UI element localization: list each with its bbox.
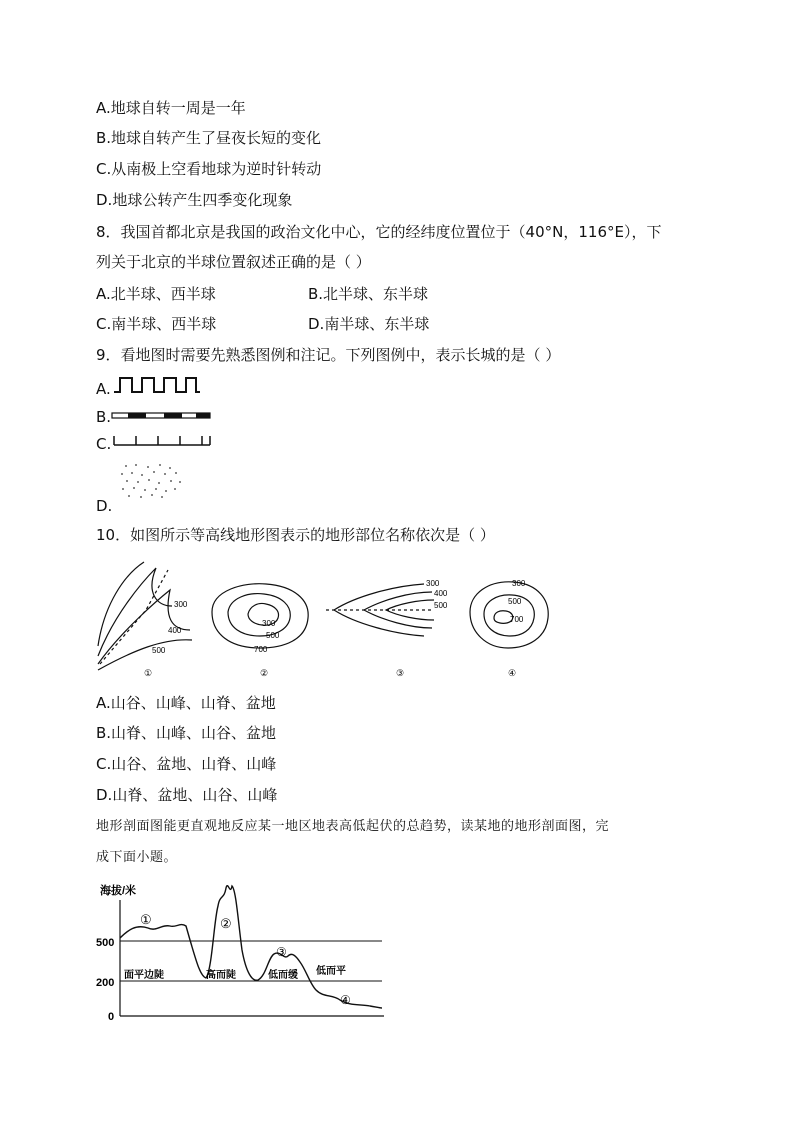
fig3-label-500: 500 [434, 601, 448, 610]
fig2-label-300: 300 [262, 619, 276, 628]
profile-marker-2: ② [220, 916, 232, 931]
q9-label-d: D. [96, 497, 113, 515]
q8-stem-line2: 列关于北京的半球位置叙述正确的是（ ） [96, 253, 371, 271]
fig4-label-500: 500 [508, 597, 522, 606]
fig4-caption: ④ [508, 668, 517, 678]
contour-fig-2 [212, 584, 308, 648]
q8-options-row2 [96, 314, 430, 334]
q7-option-d: D.地球公转产生四季变化现象 [96, 191, 293, 209]
zone-label-1: 面平边陡 [124, 970, 164, 981]
zone-label-2: 高而陡 [206, 970, 236, 981]
fig2-caption: ② [260, 668, 269, 678]
q9-label-a: A. [96, 380, 111, 398]
terrain-profile-line [120, 886, 382, 1008]
fig3-label-300: 300 [426, 579, 440, 588]
q7-option-b: B.地球自转产生了昼夜长短的变化 [96, 129, 322, 147]
q10-option-b: B.山脊、山峰、山谷、盆地 [96, 724, 277, 742]
profile-y-axis-label: 海拔/米 [100, 885, 137, 897]
q8-option-d: D.南半球、东半球 [308, 315, 430, 333]
boundary-tick-symbol [112, 432, 212, 448]
fig1-label-300: 300 [174, 600, 188, 609]
q8-option-c: C.南半球、西半球 [96, 315, 217, 333]
fig3-caption: ③ [396, 668, 405, 678]
q9-label-c: C. [96, 435, 112, 453]
fig1-caption: ① [144, 668, 153, 678]
passage-line1: 地形剖面图能更直观地反应某一地区地表高低起伏的总趋势，读某地的地形剖面图，完 [96, 819, 610, 834]
profile-marker-4: ④ [340, 993, 351, 1007]
fig1-label-400: 400 [168, 626, 182, 635]
zone-label-3: 低而缓 [268, 970, 298, 981]
q7-option-c: C.从南极上空看地球为逆时针转动 [96, 160, 322, 178]
profile-tick-0: 0 [108, 1011, 115, 1023]
q8-option-a: A.北半球、西半球 [96, 285, 216, 303]
terrain-profile-figure [96, 880, 396, 1023]
passage-line2: 成下面小题。 [96, 850, 178, 865]
q9-stem: 9．看地图时需要先熟悉图例和注记。下列图例中，表示长城的是（ ） [96, 346, 561, 364]
profile-tick-200: 200 [96, 977, 115, 989]
contour-fig-3 [326, 584, 434, 636]
fig3-label-400: 400 [434, 589, 448, 598]
fig4-label-300: 300 [512, 579, 526, 588]
q10-stem: 10．如图所示等高线地形图表示的地形部位名称依次是（ ） [96, 526, 495, 544]
fig4-label-700: 700 [510, 615, 524, 624]
fig2-label-500: 500 [266, 631, 280, 640]
fig1-label-500: 500 [152, 646, 166, 655]
profile-marker-1: ① [140, 912, 152, 927]
q10-option-a: A.山谷、山峰、山脊、盆地 [96, 694, 276, 712]
contour-map-figure [94, 560, 534, 682]
q7-option-a: A.地球自转一周是一年 [96, 99, 246, 117]
zone-label-4: 低而平 [316, 966, 346, 977]
railway-symbol [112, 410, 212, 422]
great-wall-symbol [112, 374, 202, 396]
q10-option-c: C.山谷、盆地、山脊、山峰 [96, 755, 277, 773]
profile-marker-3: ③ [276, 945, 287, 959]
q8-options-row1 [96, 284, 429, 304]
q8-option-b: B.北半球、东半球 [308, 285, 429, 303]
q10-option-d: D.山脊、盆地、山谷、山峰 [96, 786, 278, 804]
q8-stem-line1: 8．我国首都北京是我国的政治文化中心，它的经纬度位置位于（40°N，116°E），下 [96, 223, 662, 241]
profile-tick-500: 500 [96, 937, 115, 949]
contour-fig-1 [98, 562, 192, 670]
q9-label-b: B. [96, 408, 112, 426]
desert-dots-symbol [118, 462, 184, 500]
fig2-label-700: 700 [254, 645, 268, 654]
